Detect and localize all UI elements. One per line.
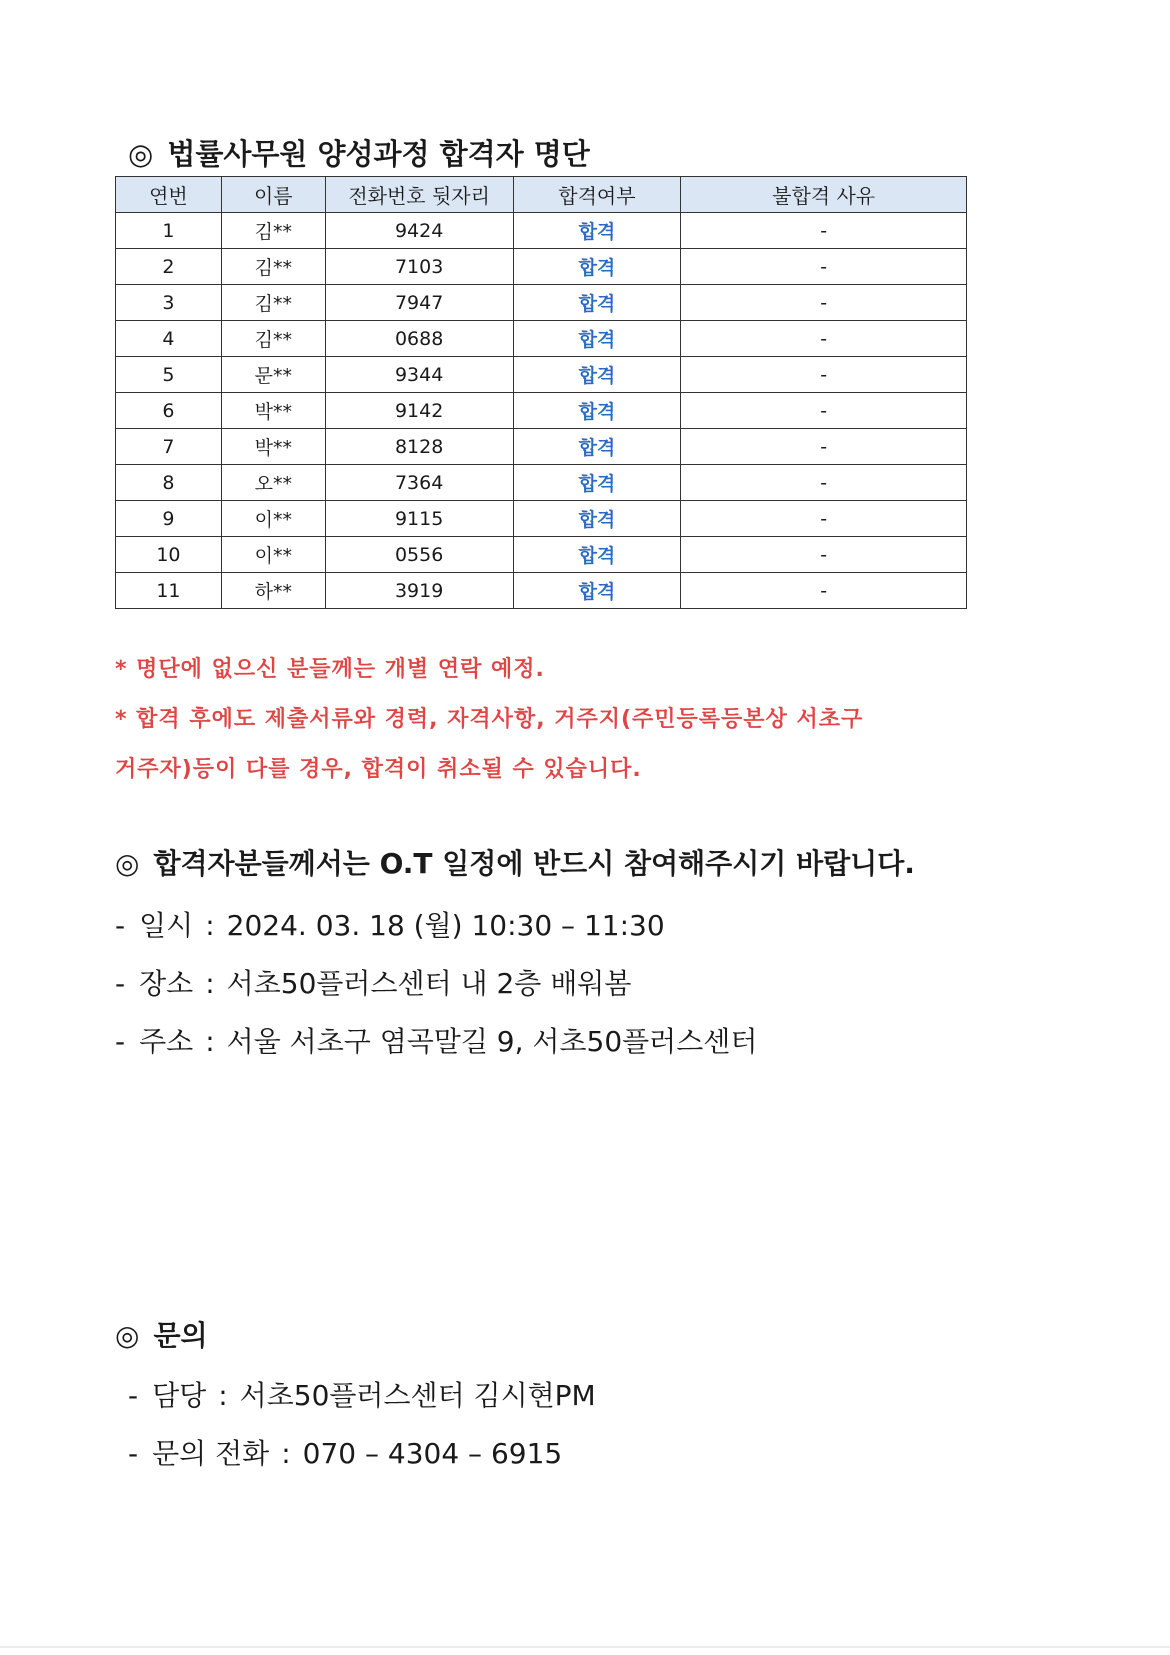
cell-result: 합격 [513,213,681,249]
cell-reason: - [681,285,967,321]
cell-number: 2 [116,249,222,285]
ot-datetime: - 일시 : 2024. 03. 18 (월) 10:30 – 11:30 [115,909,665,942]
double-circle-icon: ◎ [115,1319,140,1352]
contact-section-title [115,1314,208,1354]
double-circle-icon: ◎ [115,847,140,880]
ot-place: - 장소 : 서초50플러스센터 내 2층 배워봄 [115,967,632,1000]
cell-phone: 9115 [325,501,513,537]
cell-number: 9 [116,501,222,537]
cell-phone: 9344 [325,357,513,393]
header-number: 연번 [116,177,222,213]
cell-phone: 9424 [325,213,513,249]
cell-result: 합격 [513,429,681,465]
cell-reason: - [681,357,967,393]
header-name: 이름 [221,177,325,213]
double-circle-icon: ◎ [128,137,154,171]
header-result: 합격여부 [513,177,681,213]
cell-reason: - [681,393,967,429]
table-row [116,429,967,465]
cell-name: 박** [221,429,325,465]
table-row [116,393,967,429]
table-header-row [116,177,967,213]
table-row [116,501,967,537]
cell-result: 합격 [513,285,681,321]
cell-number: 6 [116,393,222,429]
page-edge-line [0,1646,1170,1648]
cell-number: 5 [116,357,222,393]
table-row [116,573,967,609]
cell-result: 합격 [513,357,681,393]
cell-result: 합격 [513,321,681,357]
cell-number: 3 [116,285,222,321]
cell-number: 8 [116,465,222,501]
cell-result: 합격 [513,537,681,573]
cell-phone: 8128 [325,429,513,465]
cell-phone: 3919 [325,573,513,609]
table-row [116,213,967,249]
notice-cancel-line2: 거주자)등이 다를 경우, 합격이 취소될 수 있습니다. [115,757,642,782]
contact-title-text: 문의 [153,1319,208,1352]
roster-section-title [128,132,590,173]
cell-name: 문** [221,357,325,393]
table-row [116,537,967,573]
cell-reason: - [681,213,967,249]
cell-number: 1 [116,213,222,249]
cell-reason: - [681,321,967,357]
passers-table [115,176,967,609]
cell-result: 합격 [513,465,681,501]
cell-name: 김** [221,321,325,357]
cell-phone: 0688 [325,321,513,357]
cell-phone: 7364 [325,465,513,501]
table-row [116,465,967,501]
cell-number: 10 [116,537,222,573]
cell-number: 11 [116,573,222,609]
ot-address: - 주소 : 서울 서초구 염곡말길 9, 서초50플러스센터 [115,1025,758,1058]
table-row [116,357,967,393]
cell-number: 7 [116,429,222,465]
roster-title-text: 법률사무원 양성과정 합격자 명단 [167,137,590,171]
cell-phone: 9142 [325,393,513,429]
header-reason: 불합격 사유 [681,177,967,213]
table-row [116,249,967,285]
cell-result: 합격 [513,501,681,537]
cell-phone: 7947 [325,285,513,321]
cell-result: 합격 [513,393,681,429]
cell-number: 4 [116,321,222,357]
cell-reason: - [681,465,967,501]
header-phone: 전화번호 뒷자리 [325,177,513,213]
cell-result: 합격 [513,249,681,285]
cell-reason: - [681,429,967,465]
cell-reason: - [681,501,967,537]
table-row [116,285,967,321]
cell-name: 이** [221,537,325,573]
cell-name: 이** [221,501,325,537]
contact-phone: - 문의 전화 : 070 – 4304 – 6915 [128,1437,563,1470]
cell-phone: 0556 [325,537,513,573]
cell-reason: - [681,249,967,285]
notice-no-list: * 명단에 없으신 분들께는 개별 연락 예정. [115,657,545,682]
cell-name: 김** [221,213,325,249]
ot-title-text: 합격자분들께서는 O.T 일정에 반드시 참여해주시기 바랍니다. [153,847,915,880]
cell-name: 김** [221,285,325,321]
table-row [116,321,967,357]
cell-phone: 7103 [325,249,513,285]
cell-name: 박** [221,393,325,429]
cell-name: 오** [221,465,325,501]
contact-person: - 담당 : 서초50플러스센터 김시현PM [128,1379,596,1412]
cell-reason: - [681,537,967,573]
cell-name: 김** [221,249,325,285]
notice-cancel-line1: * 합격 후에도 제출서류와 경력, 자격사항, 거주지(주민등록등본상 서초구 [115,707,864,732]
cell-result: 합격 [513,573,681,609]
ot-section-title [115,842,915,882]
cell-reason: - [681,573,967,609]
cell-name: 하** [221,573,325,609]
